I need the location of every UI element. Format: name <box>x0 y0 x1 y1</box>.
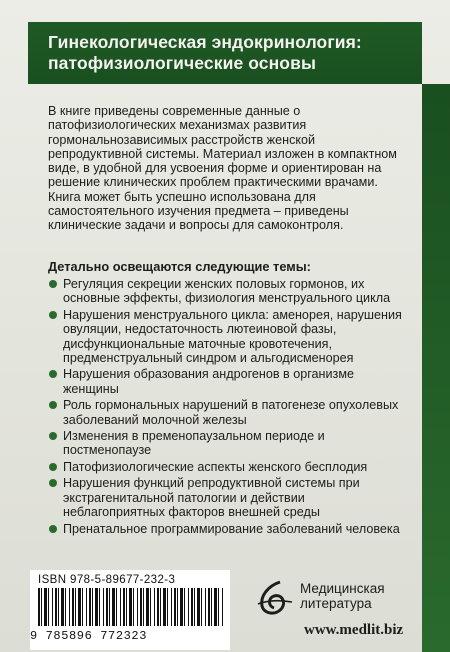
book-title-line: патофизиологические основы <box>48 53 316 73</box>
bullet-icon <box>49 525 57 533</box>
topic-line: Регуляция секреции женских половых гормонов, их <box>63 277 365 291</box>
topic-item <box>46 429 416 458</box>
topic-line: заболеваний молочной железы <box>63 412 247 427</box>
bullet-icon <box>49 370 57 378</box>
topic-line: постменопаузе <box>63 443 152 458</box>
topic-line: дисфункциональные маточные кровотечения, <box>63 336 332 351</box>
publisher-name-line: Медицинская <box>300 581 385 596</box>
barcode <box>38 588 224 626</box>
topic-item <box>46 367 416 396</box>
topic-item <box>46 277 416 306</box>
intro-line: В книге приведены современные данные о <box>48 104 301 118</box>
bullet-icon <box>49 479 57 487</box>
topic-item <box>46 308 416 366</box>
topic-line: Нарушения функций репродуктивной системы при <box>63 476 360 491</box>
topic-item <box>46 460 416 474</box>
intro-line: репродуктивной системы. Материал изложен в компактном <box>48 146 397 161</box>
barcode-digits: 9 785896 772323 <box>30 629 148 643</box>
bullet-icon <box>49 401 57 409</box>
topic-item <box>46 398 416 427</box>
topics-heading: Детально освещаются следующие темы: <box>48 259 311 274</box>
intro-line: Книга может быть успешно использована для <box>48 189 316 204</box>
intro-line: патофизиологических механизмах развития <box>48 118 307 133</box>
intro-line: самостоятельного изучения предмета – приведены <box>48 204 349 219</box>
topic-line: Нарушения менструального цикла: аменорея, нарушения <box>63 307 402 322</box>
topic-line: экстрагенитальной патологии и действии <box>63 490 305 505</box>
bullet-icon <box>49 280 57 288</box>
topic-item <box>46 522 416 536</box>
topic-item <box>46 476 416 519</box>
publisher-website: www.medlit.biz <box>304 622 404 638</box>
publisher-name <box>300 581 385 611</box>
book-title-line: Гинекологическая эндокринология: <box>48 32 362 52</box>
book-title <box>48 32 428 74</box>
topic-line: предменструальный синдром и альгодисменорея <box>63 351 354 366</box>
topic-line: Патофизиологические аспекты женского бесплодия <box>63 459 368 474</box>
topic-line: неблагоприятных факторов внешней среды <box>63 505 320 520</box>
topic-line: Изменения в пременопаузальном периоде и <box>63 429 325 444</box>
intro-line: клинические задачи и вопросы для самоконтроля. <box>48 218 344 233</box>
topic-line: Нарушения образования андрогенов в организме <box>63 367 354 382</box>
intro-line: решение клинических проблем практическими врачами. <box>48 175 378 190</box>
isbn-number: ISBN 978-5-89677-232-3 <box>38 574 176 586</box>
topic-line: основные эффекты, физиология менструального цикла <box>63 291 391 306</box>
topic-line: овуляции, недостаточность лютеиновой фазы, <box>63 322 337 337</box>
bullet-icon <box>49 432 57 440</box>
green-side-strip <box>422 84 450 652</box>
topic-line: Пренатальное программирование заболеваний человека <box>63 521 400 536</box>
bullet-icon <box>49 463 57 471</box>
topic-line: Роль гормональных нарушений в патогенезе опухолевых <box>63 398 399 413</box>
publisher-name-line: литература <box>300 596 372 611</box>
bullet-icon <box>49 311 57 319</box>
medlit-logo-icon <box>254 578 294 618</box>
intro-line: гормональнозависимых расстройств женской <box>48 132 316 147</box>
topics-list <box>46 277 416 538</box>
topic-line: женщины <box>63 381 119 396</box>
intro-paragraph <box>48 104 418 233</box>
intro-line: виде, в удобной для усвоения форме и ориентирован на <box>48 161 382 176</box>
